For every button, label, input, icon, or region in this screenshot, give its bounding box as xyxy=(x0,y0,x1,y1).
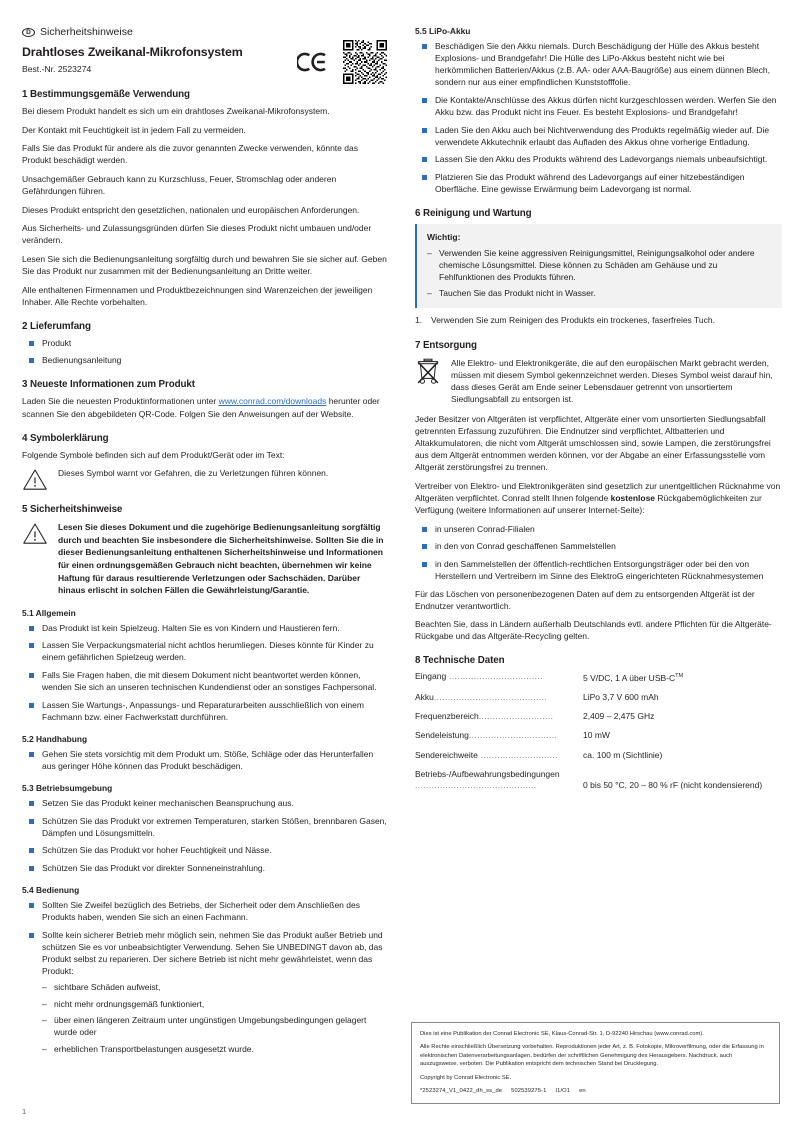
trademark-symbol: TM xyxy=(675,673,684,680)
section-heading-4: 4 Symbolerklärung xyxy=(22,432,109,444)
leader-dots: ............................ xyxy=(477,749,558,760)
list-item: in den Sammelstellen der öffentlich-rechtlichen Entsorgungsträger oder bei den von Herstellern und Vertreibern im Sinne des ElektroG eingerichteten Rücknahmesystemen xyxy=(415,558,782,582)
spec-value-text: 5 V/DC, 1 A über USB-C xyxy=(583,673,676,684)
scope-of-delivery-list xyxy=(22,337,389,367)
list-item: Das Produkt ist kein Spielzeug. Halten Sie es von Kindern und Haustieren fern. xyxy=(22,622,389,634)
spec-label xyxy=(415,711,583,730)
spec-label-text: Sendereichweite xyxy=(415,749,478,760)
list-item: Verwenden Sie zum Reinigen des Produkts ein trockenes, faserfreies Tuch. xyxy=(431,315,715,326)
subsection-heading-5-5: 5.5 LiPo-Akku xyxy=(415,26,471,36)
general-safety-list xyxy=(22,622,389,723)
warning-symbol-explanation xyxy=(22,467,389,491)
table-row xyxy=(415,671,782,692)
warning-icon-wrap-2 xyxy=(22,521,48,545)
crossed-out-wheelie-bin-icon xyxy=(415,358,441,386)
s1-para-6: Lesen Sie sich die Bedienungsanleitung sorgfältig durch und bewahren Sie sie sicher auf. Geben Sie das Produkt nur zusammen mit der Bedienungsanleitung an Dritte weiter. xyxy=(22,253,387,276)
spec-label-text: Sendeleistung xyxy=(415,730,469,741)
s1-para-1: Der Kontakt mit Feuchtigkeit ist in jedem Fall zu vermeiden. xyxy=(22,124,246,135)
list-item: in unseren Conrad-Filialen xyxy=(415,523,782,535)
important-title: Wichtig: xyxy=(427,232,461,243)
technical-data-table xyxy=(415,671,782,799)
imprint-line-3: Copyright by Conrad Electronic SE. xyxy=(420,1074,512,1081)
return-options-list xyxy=(415,523,782,582)
subsection-heading-5-1: 5.1 Allgemein xyxy=(22,607,76,618)
section-heading-3: 3 Neueste Informationen zum Produkt xyxy=(22,379,195,391)
list-item: Bedienungsanleitung xyxy=(22,354,389,366)
s1-para-7: Alle enthaltenen Firmennamen und Produktbezeichnungen sind Warenzeichen der jeweiligen Inhaber. Alle Rechte vorbehalten. xyxy=(22,284,373,307)
leader-dots: .................................. xyxy=(446,671,543,682)
spec-label xyxy=(415,769,583,800)
list-item: Sollten Sie Zweifel bezüglich des Betriebs, der Sicherheit oder dem Anschließen des Produkts haben, wenden Sie sich an einen Fachmann. xyxy=(22,899,389,923)
downloads-link[interactable]: www.conrad.com/downloads xyxy=(218,396,327,407)
operation-list xyxy=(22,899,389,1055)
sub-list-item: – Tauchen Sie das Produkt nicht in Wasser. xyxy=(427,287,772,299)
weee-paragraph-1: Alle Elektro- und Elektronikgeräte, die auf den europäischen Markt gebracht werden, müssen mit diesem Symbol gekennzeichnet werden. Dieses Symbol weist darauf hin, dass dieses Gerät am Ende seiner Lebensdauer getrennt von unsortiertem Siedlungsabfall zu entsorgen ist. xyxy=(451,357,773,404)
weee-block xyxy=(415,357,782,405)
leader-dots: ......................................... xyxy=(433,692,548,703)
important-notice-box xyxy=(415,224,782,308)
list-item: Beschädigen Sie den Akku niemals. Durch Beschädigung der Hülle des Akkus besteht Explosions- und Brandgefahr! Die Hülle des LiPo-Akkus besteht nicht wie bei herkömmlichen Batterien/Akkus (z.B. AA- oder AAA-Baugröße) aus einem dünnen Blech, sondern nur aus einer empfindlichen Kunststofffolie. xyxy=(415,40,782,88)
return-intro-bold: kostenlose xyxy=(610,492,656,503)
right-column xyxy=(415,26,782,799)
table-row xyxy=(415,730,782,749)
leader-dots: ................................ xyxy=(468,730,558,741)
list-item: Platzieren Sie das Produkt während des Ladevorgangs auf einer hitzebeständigen Oberfläche. Eine gewisse Erwärmung beim Ladevorgang ist normal. xyxy=(415,171,782,195)
s4-intro: Folgende Symbole befinden sich auf dem Produkt/Gerät oder im Text: xyxy=(22,449,285,460)
imprint-code-4: en xyxy=(579,1088,586,1095)
list-item-text: Sollte kein sicherer Betrieb mehr möglich sein, nehmen Sie das Produkt außer Betrieb und schützen Sie es vor unbeabsichtigter Verwendung. Sehen Sie UNBEDINGT davon ab, das Produkt selbst zu reparieren. Der sichere Betrieb ist nicht mehr gewährleistet, wenn das Produkt: xyxy=(42,929,383,977)
s1-para-0: Bei diesem Produkt handelt es sich um ein drahtloses Zweikanal-Mikrofonsystem. xyxy=(22,106,330,116)
list-item: Lassen Sie Verpackungsmaterial nicht achtlos herumliegen. Dieses könnte für Kinder zu einem gefährlichen Spielzeug werden. xyxy=(22,639,389,663)
spec-value: ca. 100 m (Sichtlinie) xyxy=(583,749,663,760)
sub-list-item: – über einen längeren Zeitraum unter ungünstigen Umgebungsbedingungen gelagert wurde oder xyxy=(42,1014,389,1038)
spec-label xyxy=(415,730,583,749)
spec-value: 2,409 – 2,475 GHz xyxy=(583,711,655,722)
spec-label-text: Frequenzbereich xyxy=(415,711,479,722)
sub-list-item: – nicht mehr ordnungsgemäß funktioniert, xyxy=(42,998,389,1010)
sub-list-item: – erheblichen Transportbelastungen ausgesetzt wurde. xyxy=(42,1043,389,1055)
spec-label xyxy=(415,692,583,711)
warning-triangle-icon xyxy=(22,468,48,491)
imprint-code-1: *2523274_V1_0422_dh_ss_de xyxy=(420,1088,503,1095)
spec-value xyxy=(583,671,782,692)
operating-environment-list xyxy=(22,797,389,874)
section-heading-5: 5 Sicherheitshinweise xyxy=(22,504,123,516)
s1-para-2: Falls Sie das Produkt für andere als die zuvor genannten Zwecke verwenden, könnte das Produkt beschädigt werden. xyxy=(22,143,358,166)
list-item: in den von Conrad geschaffenen Sammelstellen xyxy=(415,540,782,552)
leader-dots: ............................................ xyxy=(415,780,537,791)
list-item: Laden Sie den Akku auch bei Nichtverwendung des Produkts regelmäßig wieder auf. Die verwendete Akkutechnik erlaubt das Aufladen des Akkus ohne vorherige Entladung. xyxy=(415,124,782,148)
warning-triangle-icon xyxy=(22,522,48,545)
order-number: Best.-Nr. 2523274 xyxy=(22,64,92,74)
disposal-para-0: Für das Löschen von personenbezogenen Daten auf dem zu entsorgenden Altgerät ist der Endnutzer verantwortlich. xyxy=(415,588,755,611)
subsection-heading-5-3: 5.3 Betriebsumgebung xyxy=(22,783,113,794)
spec-label xyxy=(415,671,583,692)
page-number: 1 xyxy=(22,1107,27,1116)
handling-list xyxy=(22,748,389,772)
list-item: Produkt xyxy=(22,337,389,349)
qr-code-icon xyxy=(343,40,387,84)
s3-text-before: Laden Sie die neuesten Produktinformationen unter xyxy=(22,396,219,407)
document-header xyxy=(22,26,389,74)
list-item xyxy=(22,929,389,1055)
weee-icon-wrap xyxy=(415,357,441,386)
ce-mark-icon xyxy=(297,49,331,75)
cleaning-steps-list xyxy=(415,314,782,326)
table-row xyxy=(415,711,782,730)
list-item: Lassen Sie den Akku des Produkts während des Ladevorgangs niemals unbeaufsichtigt. xyxy=(415,153,782,165)
imprint-code-2: 502539275-1 xyxy=(511,1088,547,1095)
warning-icon-wrap xyxy=(22,467,48,491)
return-intro-paragraph xyxy=(415,480,782,516)
subsection-heading-5-2: 5.2 Handhabung xyxy=(22,733,88,744)
list-item: Gehen Sie stets vorsichtig mit dem Produkt um. Stöße, Schläge oder das Herunterfallen aus geringer Höhe können das Produkt beschädigen. xyxy=(22,748,389,772)
warning-symbol-text: Dieses Symbol warnt vor Gefahren, die zu Verletzungen führen können. xyxy=(58,468,329,479)
spec-label-text: Akku xyxy=(415,692,434,703)
s1-para-5: Aus Sicherheits- und Zulassungsgründen dürfen Sie dieses Produkt nicht umbauen und/oder verändern. xyxy=(22,223,372,246)
operation-sub-list xyxy=(42,981,389,1055)
left-column xyxy=(22,26,389,1061)
imprint-code-3: I1/O1 xyxy=(555,1088,571,1095)
safety-notice-block xyxy=(22,521,389,597)
two-column-layout xyxy=(22,26,780,1061)
spec-label-text: Eingang xyxy=(415,671,447,682)
lipo-battery-list xyxy=(415,40,782,195)
certification-marks xyxy=(297,40,387,84)
leader-dots: ........................... xyxy=(478,711,554,722)
s3-paragraph xyxy=(22,395,389,419)
s1-para-4: Dieses Produkt entspricht den gesetzlichen, nationalen und europäischen Anforderungen. xyxy=(22,204,360,215)
table-row xyxy=(415,750,782,769)
spec-label-text: Betriebs-/Aufbewahrungsbedingungen xyxy=(415,768,560,779)
list-item: Falls Sie Fragen haben, die mit diesem Dokument nicht beantwortet werden können, wenden Sie sich an unseren technischen Kundendienst oder an sonstiges Fachpersonal. xyxy=(22,669,389,693)
spec-value: LiPo 3,7 V 600 mAh xyxy=(583,692,659,703)
spec-value: 0 bis 50 °C, 20 – 80 % rF (nicht kondensierend) xyxy=(583,780,763,791)
sub-list-item: – sichtbare Schäden aufweist, xyxy=(42,981,389,993)
list-item: Schützen Sie das Produkt vor extremen Temperaturen, starken Stößen, brennbaren Gasen, Dämpfen und Lösungsmitteln. xyxy=(22,815,389,839)
section-heading-1: 1 Bestimmungsgemäße Verwendung xyxy=(22,89,190,100)
list-item: Schützen Sie das Produkt vor hoher Feuchtigkeit und Nässe. xyxy=(22,844,389,856)
imprint-box xyxy=(411,1022,780,1104)
list-item: Die Kontakte/Anschlüsse des Akkus dürfen nicht kurzgeschlossen werden. Werfen Sie den Akku bzw. das Produkt nicht ins Feuer. Es besteht Explosions- und Brandgefahr! xyxy=(415,94,782,118)
return-intro-after: Rückgabemöglichkeiten zur Verfügung (weitere Informationen auf unserer Internet-Seite): xyxy=(415,492,762,516)
spec-label xyxy=(415,750,583,769)
language-badge-icon: D xyxy=(22,28,35,37)
safety-notes-label: Sicherheitshinweise xyxy=(40,26,133,38)
imprint-line-1: Dies ist eine Publikation der Conrad Electronic SE, Klaus-Conrad-Str. 1, D-92240 Hirschau (www.conrad.com). xyxy=(420,1031,704,1037)
list-item: Schützen Sie das Produkt vor direkter Sonneneinstrahlung. xyxy=(22,862,389,874)
disposal-para-1: Beachten Sie, dass in Ländern außerhalb Deutschlands evtl. andere Pflichten für die Altgeräte-Rückgabe und das Altgeräte-Recycling gelten. xyxy=(415,619,772,642)
safety-notice-text: Lesen Sie dieses Dokument und die zugehörige Bedienungsanleitung sorgfältig durch und beachten Sie insbesondere die Sicherheitshinweise. Sollten Sie die in dieser Bedienungsanleitung enthaltenen Sicherheitshinweise und Informationen für einen ordnungsgemäßen Gebrauch nicht beachten, übernehmen wir keine Haftung für daraus resultierende Verletzungen oder Sachschäden. Darüber hinaus erlischt in solchen Fällen die Gewährleistung/Garantie. xyxy=(58,522,384,596)
language-line xyxy=(22,26,389,38)
page-title: Drahtloses Zweikanal-Mikrofonsystem xyxy=(22,45,243,59)
section-heading-6: 6 Reinigung und Wartung xyxy=(415,208,532,220)
return-intro-before: Vertreiber von Elektro- und Elektronikgeräten sind gesetzlich zur unentgeltlichen Rücknahme von Altgeräten verpflichtet. Conrad stellt Ihnen folgende xyxy=(415,480,781,503)
spec-value: 10 mW xyxy=(583,730,610,741)
table-row xyxy=(415,692,782,711)
imprint-codes xyxy=(420,1087,771,1095)
important-items-list xyxy=(427,247,772,299)
section-heading-2: 2 Lieferumfang xyxy=(22,320,91,332)
section-heading-7: 7 Entsorgung xyxy=(415,339,477,351)
s3-text-after: herunter oder scannen Sie den abgebildeten QR-Code. Folgen Sie den Anweisungen auf der Website. xyxy=(22,396,380,419)
s1-para-3: Unsachgemäßer Gebrauch kann zu Kurzschluss, Feuer, Stromschlag oder anderen Gefährdungen führen. xyxy=(22,173,337,196)
imprint-line-2: Alle Rechte einschließlich Übersetzung vorbehalten. Reproduktionen jeder Art, z. B. Fotokopie, Mikroverfilmung, oder die Erfassung in elektronischen Datenverarbeitungsanlagen, bedürfen der schriftlichen Genehmigung des Herausgebers. Nachdruck, auch auszugsweise, verboten. Die Publikation entspricht dem technischen Stand bei Drucklegung. xyxy=(420,1044,764,1068)
sub-list-item: – Verwenden Sie keine aggressiven Reinigungsmittel, Reinigungsalkohol oder andere chemische Lösungsmittel. Diese können zu Schäden am Gehäuse und zu Fehlfunktionen des Produkts führen. xyxy=(427,247,772,283)
section-heading-8: 8 Technische Daten xyxy=(415,655,505,667)
subsection-heading-5-4: 5.4 Bedienung xyxy=(22,885,80,896)
table-row xyxy=(415,769,782,800)
list-item: Setzen Sie das Produkt keiner mechanischen Beanspruchung aus. xyxy=(22,797,389,809)
list-item: Lassen Sie Wartungs-, Anpassungs- und Reparaturarbeiten ausschließlich von einem Fachmann bzw. einer Fachwerkstatt durchführen. xyxy=(22,699,389,723)
weee-paragraph-2: Jeder Besitzer von Altgeräten ist verpflichtet, Altgeräte einer vom unsortierten Siedlungsabfall getrennten Erfassung zuzuführen. Die Endnutzer sind verpflichtet, Altbatterien und Altakkumulatoren, die nicht vom Altgerät umschlossen sind, sowie Lampen, die zerstörungsfrei aus dem Altgerät entnommen werden können, vor der Abgabe an einer Erfassungsstelle vom Altgerät zerstörungsfrei zu trennen. xyxy=(415,413,771,473)
